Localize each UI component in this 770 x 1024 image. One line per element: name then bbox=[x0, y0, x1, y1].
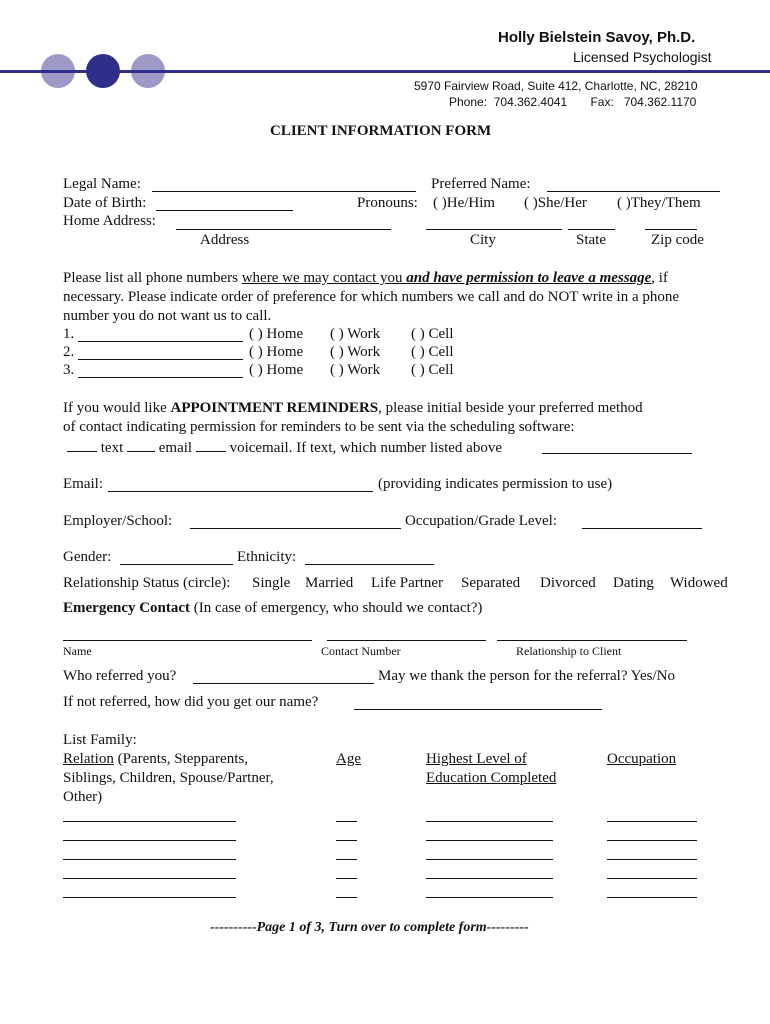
practitioner-title: Licensed Psychologist bbox=[573, 49, 712, 65]
pronoun-they-them[interactable]: ( )They/Them bbox=[617, 195, 701, 211]
voicemail-option: voicemail. If text, which number listed above bbox=[229, 440, 502, 456]
emergency-rest: (In case of emergency, who should we contact?) bbox=[190, 600, 483, 616]
family-relation-line3: Other) bbox=[63, 789, 103, 805]
state-caption: State bbox=[576, 232, 606, 248]
phone-cell-option[interactable]: ( ) Cell bbox=[411, 362, 454, 378]
ethnicity-label: Ethnicity: bbox=[237, 549, 297, 565]
reminders-line1 bbox=[63, 400, 643, 417]
text-number-field[interactable] bbox=[542, 453, 692, 454]
family-relation-field[interactable] bbox=[63, 821, 236, 822]
emergency-number-caption: Contact Number bbox=[321, 644, 401, 658]
family-relation-field[interactable] bbox=[63, 859, 236, 860]
family-relation-field[interactable] bbox=[63, 840, 236, 841]
dob-field[interactable] bbox=[156, 210, 293, 211]
fax-number: 704.362.1170 bbox=[623, 95, 697, 109]
family-occupation-header: Occupation bbox=[607, 751, 677, 767]
family-education-field[interactable] bbox=[426, 897, 553, 898]
preferred-name-field[interactable] bbox=[547, 191, 720, 192]
not-referred-field[interactable] bbox=[354, 709, 602, 710]
family-relation-line2: Siblings, Children, Spouse/Partner, bbox=[63, 770, 274, 786]
phone-home-option[interactable]: ( ) Home bbox=[249, 362, 304, 378]
phone-instructions-line2: necessary. Please indicate order of preference for which numbers we call and do NOT write in a phone bbox=[63, 289, 680, 305]
relationship-status-label: Relationship Status (circle): bbox=[63, 575, 231, 591]
phone-work-option[interactable]: ( ) Work bbox=[330, 326, 381, 342]
phone-instructions-line1 bbox=[63, 270, 668, 287]
family-age-field[interactable] bbox=[336, 897, 357, 898]
home-address-label: Home Address: bbox=[63, 213, 156, 229]
reminders-intro: If you would like bbox=[63, 400, 171, 416]
email-initial-field[interactable] bbox=[127, 438, 155, 452]
zip-caption: Zip code bbox=[651, 232, 704, 248]
family-education-field[interactable] bbox=[426, 821, 553, 822]
phone-field[interactable] bbox=[78, 341, 243, 342]
email-note: (providing indicates permission to use) bbox=[378, 476, 613, 492]
family-education-field[interactable] bbox=[426, 859, 553, 860]
header-rule bbox=[0, 70, 770, 73]
family-relation-field[interactable] bbox=[63, 878, 236, 879]
relation-detail: (Parents, Stepparents, bbox=[113, 751, 248, 767]
legal-name-field[interactable] bbox=[152, 191, 416, 192]
phone-number: 704.362.4041 bbox=[493, 95, 568, 109]
family-education-header-line1: Highest Level of bbox=[426, 751, 527, 767]
status-married[interactable]: Married bbox=[305, 575, 354, 591]
family-relation-header bbox=[63, 751, 248, 768]
reminders-options bbox=[67, 438, 502, 457]
contact-line bbox=[449, 95, 696, 109]
phone-home-option[interactable]: ( ) Home bbox=[249, 344, 304, 360]
reminders-rest: , please initial beside your preferred method bbox=[378, 400, 643, 416]
phone-row-number: 2. bbox=[63, 344, 75, 360]
family-education-header-line2: Education Completed bbox=[426, 770, 557, 786]
phone-text-end: , if bbox=[651, 270, 668, 286]
status-life-partner[interactable]: Life Partner bbox=[371, 575, 444, 591]
phone-label: Phone: bbox=[449, 95, 488, 109]
emergency-relationship-field[interactable] bbox=[497, 640, 687, 641]
family-age-field[interactable] bbox=[336, 878, 357, 879]
family-age-field[interactable] bbox=[336, 821, 357, 822]
phone-home-option[interactable]: ( ) Home bbox=[249, 326, 304, 342]
text-initial-field[interactable] bbox=[67, 438, 97, 452]
ethnicity-field[interactable] bbox=[305, 564, 434, 565]
email-option: email bbox=[158, 440, 193, 456]
emergency-number-field[interactable] bbox=[327, 640, 486, 641]
family-occupation-field[interactable] bbox=[607, 840, 697, 841]
family-education-field[interactable] bbox=[426, 878, 553, 879]
phone-row-number: 3. bbox=[63, 362, 75, 378]
phone-work-option[interactable]: ( ) Work bbox=[330, 344, 381, 360]
referred-by-field[interactable] bbox=[193, 683, 374, 684]
phone-field[interactable] bbox=[78, 377, 243, 378]
voicemail-initial-field[interactable] bbox=[196, 438, 226, 452]
reminders-bold: APPOINTMENT REMINDERS bbox=[170, 400, 379, 416]
family-occupation-field[interactable] bbox=[607, 821, 697, 822]
address-field[interactable] bbox=[176, 229, 391, 230]
phone-row-number: 1. bbox=[63, 326, 75, 342]
address-caption: Address bbox=[200, 232, 250, 248]
office-address: 5970 Fairview Road, Suite 412, Charlotte, NC, 28210 bbox=[414, 79, 698, 93]
status-widowed[interactable]: Widowed bbox=[670, 575, 728, 591]
employer-field[interactable] bbox=[190, 528, 401, 529]
phone-cell-option[interactable]: ( ) Cell bbox=[411, 344, 454, 360]
family-education-field[interactable] bbox=[426, 840, 553, 841]
emergency-name-caption: Name bbox=[63, 644, 92, 658]
family-occupation-field[interactable] bbox=[607, 859, 697, 860]
occupation-label: Occupation/Grade Level: bbox=[405, 513, 558, 529]
phone-text: Please list all phone numbers bbox=[63, 270, 242, 286]
email-label: Email: bbox=[63, 476, 103, 492]
dob-label: Date of Birth: bbox=[63, 195, 147, 211]
pronoun-she-her[interactable]: ( )She/Her bbox=[524, 195, 587, 211]
phone-field[interactable] bbox=[78, 359, 243, 360]
form-title: CLIENT INFORMATION FORM bbox=[270, 123, 492, 139]
state-field[interactable] bbox=[568, 229, 615, 230]
city-field[interactable] bbox=[426, 229, 562, 230]
family-label: List Family: bbox=[63, 732, 137, 748]
preferred-name-label: Preferred Name: bbox=[431, 176, 531, 192]
relation-underlined: Relation bbox=[63, 751, 114, 767]
family-occupation-field[interactable] bbox=[607, 878, 697, 879]
family-occupation-field[interactable] bbox=[607, 897, 697, 898]
gender-label: Gender: bbox=[63, 549, 112, 565]
reminders-line2: of contact indicating permission for reminders to be sent via the scheduling software: bbox=[63, 419, 575, 435]
emergency-name-field[interactable] bbox=[63, 640, 312, 641]
status-dating[interactable]: Dating bbox=[613, 575, 654, 591]
pronoun-he-him[interactable]: ( )He/Him bbox=[433, 195, 496, 211]
family-age-field[interactable] bbox=[336, 859, 357, 860]
emergency-relationship-caption: Relationship to Client bbox=[516, 644, 622, 658]
employer-label: Employer/School: bbox=[63, 513, 173, 529]
phone-work-option[interactable]: ( ) Work bbox=[330, 362, 381, 378]
referred-by-label: Who referred you? bbox=[63, 668, 177, 684]
practitioner-name: Holly Bielstein Savoy, Ph.D. bbox=[498, 29, 696, 46]
referral-thanks-question: May we thank the person for the referral? Yes/No bbox=[378, 668, 675, 684]
phone-text-underlined: where we may contact you bbox=[241, 270, 407, 286]
not-referred-label: If not referred, how did you get our name? bbox=[63, 694, 319, 710]
pronouns-label: Pronouns: bbox=[357, 195, 418, 211]
status-single[interactable]: Single bbox=[252, 575, 291, 591]
status-divorced[interactable]: Divorced bbox=[540, 575, 596, 591]
text-option: text bbox=[100, 440, 124, 456]
emergency-bold: Emergency Contact bbox=[63, 600, 191, 616]
family-age-header: Age bbox=[336, 751, 361, 767]
page-footer: ----------Page 1 of 3, Turn over to complete form--------- bbox=[210, 920, 529, 935]
phone-cell-option[interactable]: ( ) Cell bbox=[411, 326, 454, 342]
zip-field[interactable] bbox=[645, 229, 697, 230]
family-relation-field[interactable] bbox=[63, 897, 236, 898]
city-caption: City bbox=[470, 232, 496, 248]
phone-instructions-line3: number you do not want us to call. bbox=[63, 308, 272, 324]
gender-field[interactable] bbox=[120, 564, 233, 565]
occupation-field[interactable] bbox=[582, 528, 702, 529]
phone-text-bold: and have permission to leave a message bbox=[406, 270, 652, 286]
family-age-field[interactable] bbox=[336, 840, 357, 841]
emergency-contact-heading bbox=[63, 600, 482, 617]
legal-name-label: Legal Name: bbox=[63, 176, 141, 192]
fax-label: Fax: bbox=[590, 95, 614, 109]
email-field[interactable] bbox=[108, 491, 373, 492]
status-separated[interactable]: Separated bbox=[461, 575, 521, 591]
